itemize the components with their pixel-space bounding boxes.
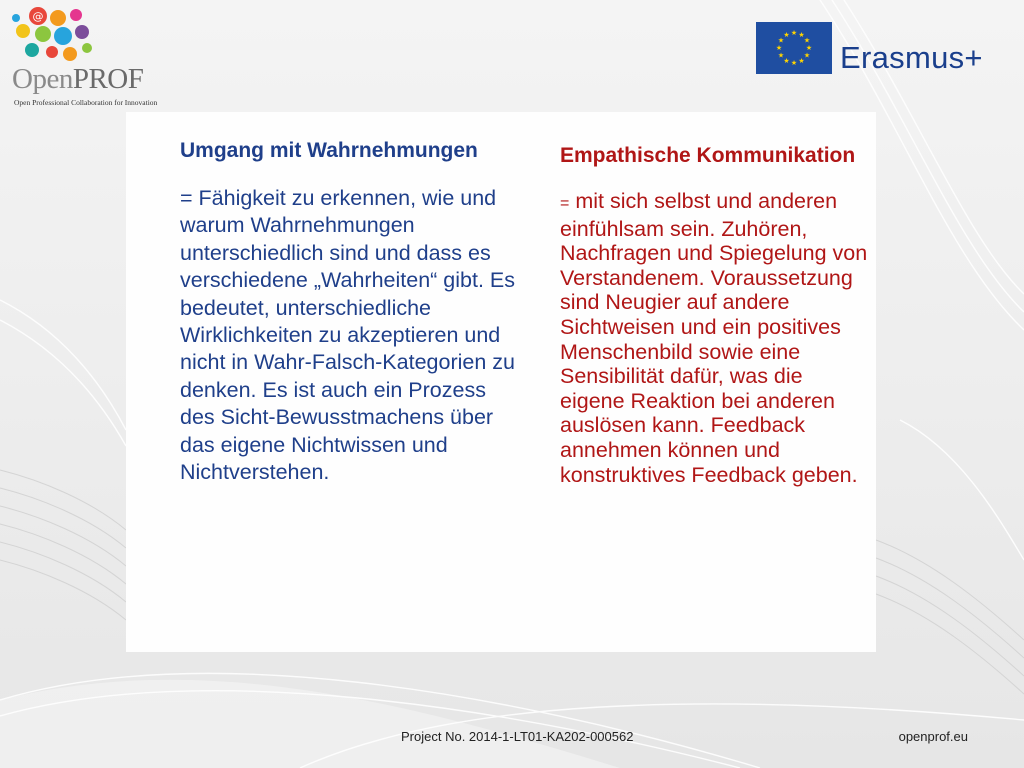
erasmus-plus-logo [756, 22, 1006, 74]
footer-project-number: Project No. 2014-1-LT01-KA202-000562 [401, 729, 634, 744]
openprof-logo [6, 4, 166, 107]
svg-text:★: ★ [798, 57, 805, 65]
svg-text:★: ★ [790, 29, 798, 37]
svg-text:★: ★ [798, 31, 805, 39]
column-perception-heading: Umgang mit Wahrnehmungen [180, 139, 478, 162]
social-icons-cluster-icon [8, 4, 98, 66]
svg-text:★: ★ [777, 51, 785, 60]
footer-url: openprof.eu [898, 729, 968, 744]
column-perception [180, 138, 520, 486]
erasmus-wordmark: Erasmus+ [840, 40, 983, 75]
svg-text:★: ★ [777, 36, 785, 45]
eu-flag-icon [756, 22, 832, 74]
openprof-tagline: Open Professional Collaboration for Innovation [14, 98, 158, 107]
column-empathy-body: mit sich selbst und anderen einfühlsam sein. Zuhören, Nachfragen und Spiegelung von Verstandenem. Voraussetzung sind Neugier auf andere Sichtweisen und ein positives Menschenbild sowie eine Sensibilität dafür, was die eigene Reaktion bei anderen auslösen kann. Feedback annehmen können und konstruktives Feedback geben. [560, 189, 868, 487]
column-perception-body: = Fähigkeit zu erkennen, wie und warum Wahrnehmungen unterschiedlich sind und dass es verschiedene „Wahrheiten“ gibt. Es bedeutet, unterschiedliche Wirklichkeiten zu akzeptieren und nicht in Wahr-Falsch-Kategorien zu denken. Es ist auch ein Prozess des Sicht-Bewusstmachens über das eigene Nichtwissen und Nichtverstehen. [180, 186, 516, 485]
svg-text:★: ★ [803, 51, 811, 60]
svg-text:★: ★ [805, 44, 813, 52]
openprof-wordmark: OpenPROF [12, 63, 144, 95]
svg-text:★: ★ [775, 44, 783, 52]
svg-text:★: ★ [790, 59, 798, 67]
svg-text:★: ★ [783, 31, 790, 39]
svg-text:★: ★ [803, 36, 811, 45]
column-empathy-body-wrapper [560, 189, 870, 487]
svg-text:★: ★ [783, 57, 790, 65]
column-empathy [560, 143, 870, 487]
svg-text:@: @ [32, 10, 44, 23]
column-empathy-heading: Empathische Kommunikation [560, 144, 856, 167]
column-empathy-equals: = [560, 195, 570, 212]
